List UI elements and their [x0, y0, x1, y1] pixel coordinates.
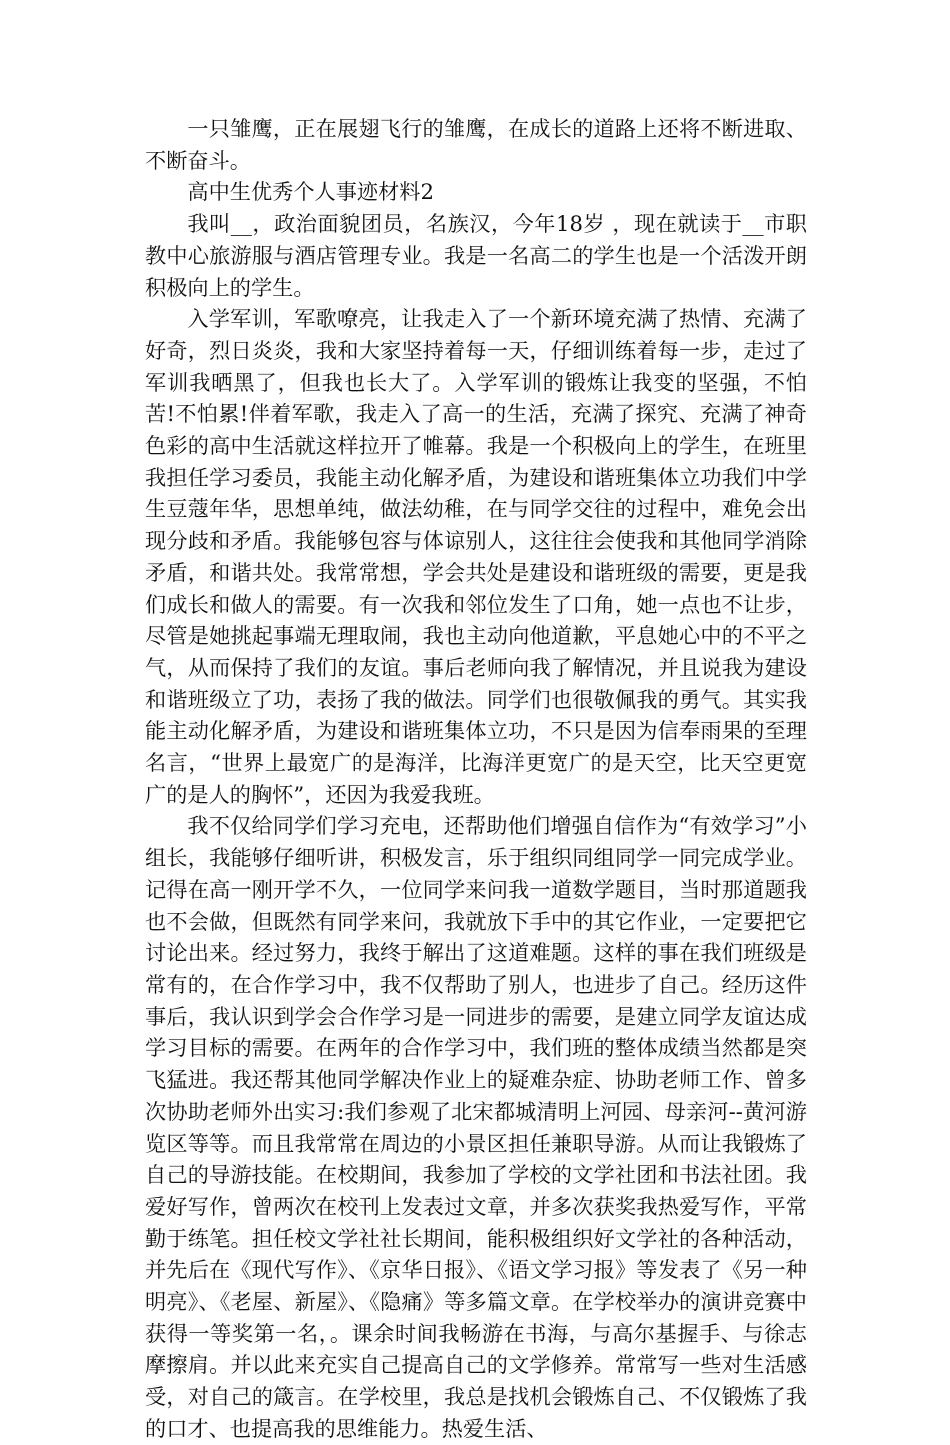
- paragraph-intro-ending: 一只雏鹰，正在展翅飞行的雏鹰，在成长的道路上还将不断进取、不断奋斗。: [145, 116, 807, 173]
- paragraph-study-and-activities: 我不仅给同学们学习充电，还帮助他们增强自信作为“有效学习”小组长，我能够仔细听讲，积极发言，乐于组织同组同学一同完成学业。记得在高一刚开学不久，一位同学来问我一道数学题目，当时那道题我也不会做，但既然有同学来问，我就放下手中的其它作业，一定要把它讨论出来。经过努力，我终于解出了这道难题。这样的事在我们班级是常有的，在合作学习中，我不仅帮助了别人，也进步了自己。经历这件事后，我认识到学会合作学习是一同进步的需要，是建立同学友谊达成学习目标的需要。在两年的合作学习中，我们班的整体成绩当然都是突飞猛进。我还帮其他同学解决作业上的疑难杂症、协助老师工作、曾多次协助老师外出实习:我们参观了北宋都城清明上河园、母亲河--黄河游览区等等。而且我常常在周边的小景区担任兼职导游。从而让我锻炼了自己的导游技能。在校期间，我参加了学校的文学社团和书法社团。我爱好写作，曾两次在校刊上发表过文章，并多次获奖我热爱写作，平常勤于练笔。担任校文学社社长期间，能积极组织好文学社的各种活动，并先后在《现代写作》、《京华日报》、《语文学习报》等发表了《另一种明亮》、《老屋、新屋》、《隐痛》等多篇文章。在学校举办的演讲竞赛中获得一等奖第一名，。课余时间我畅游在书海，与高尔基握手、与徐志摩擦肩。并以此来充实自己提高自己的文学修养。常常写一些对生活感受，对自己的箴言。在学校里，我总是找机会锻炼自己、不仅锻炼了我的口才、也提高我的思维能力。热爱生活、: [145, 813, 807, 1441]
- paragraph-self-introduction: 我叫__，政治面貌团员，名族汉，今年18岁 ，现在就读于__市职教中心旅游服与酒店管理专业。我是一名高二的学生也是一个活泼开朗积极向上的学生。: [145, 211, 807, 300]
- document-body: [145, 113, 807, 1445]
- section-heading: 高中生优秀个人事迹材料2: [187, 179, 434, 205]
- paragraph-military-training: 入学军训，军歌嘹亮，让我走入了一个新环境充满了热情、充满了好奇，烈日炎炎，我和大家坚持着每一天，仔细训练着每一步，走过了军训我晒黑了，但我也长大了。入学军训的锻炼让我变的坚强，不怕苦!不怕累!伴着军歌，我走入了高一的生活，充满了探究、充满了神奇色彩的高中生活就这样拉开了帷幕。我是一个积极向上的学生，在班里我担任学习委员，我能主动化解矛盾，为建设和谐班集体立功我们中学生豆蔻年华，思想单纯，做法幼稚，在与同学交往的过程中，难免会出现分歧和矛盾。我能够包容与体谅别人，这往往会使我和其他同学消除矛盾，和谐共处。我常常想，学会共处是建设和谐班级的需要，更是我们成长和做人的需要。有一次我和邻位发生了口角，她一点也不让步，尽管是她挑起事端无理取闹，我也主动向他道歉，平息她心中的不平之气，从而保持了我们的友谊。事后老师向我了解情况，并且说我为建设和谐班级立了功，表扬了我的做法。同学们也很敬佩我的勇气。其实我能主动化解矛盾，为建设和谐班集体立功，不只是因为信奉雨果的至理名言，“世界上最宽广的是海洋，比海洋更宽广的是天空，比天空更宽广的是人的胸怀”，还因为我爱我班。: [145, 306, 807, 807]
